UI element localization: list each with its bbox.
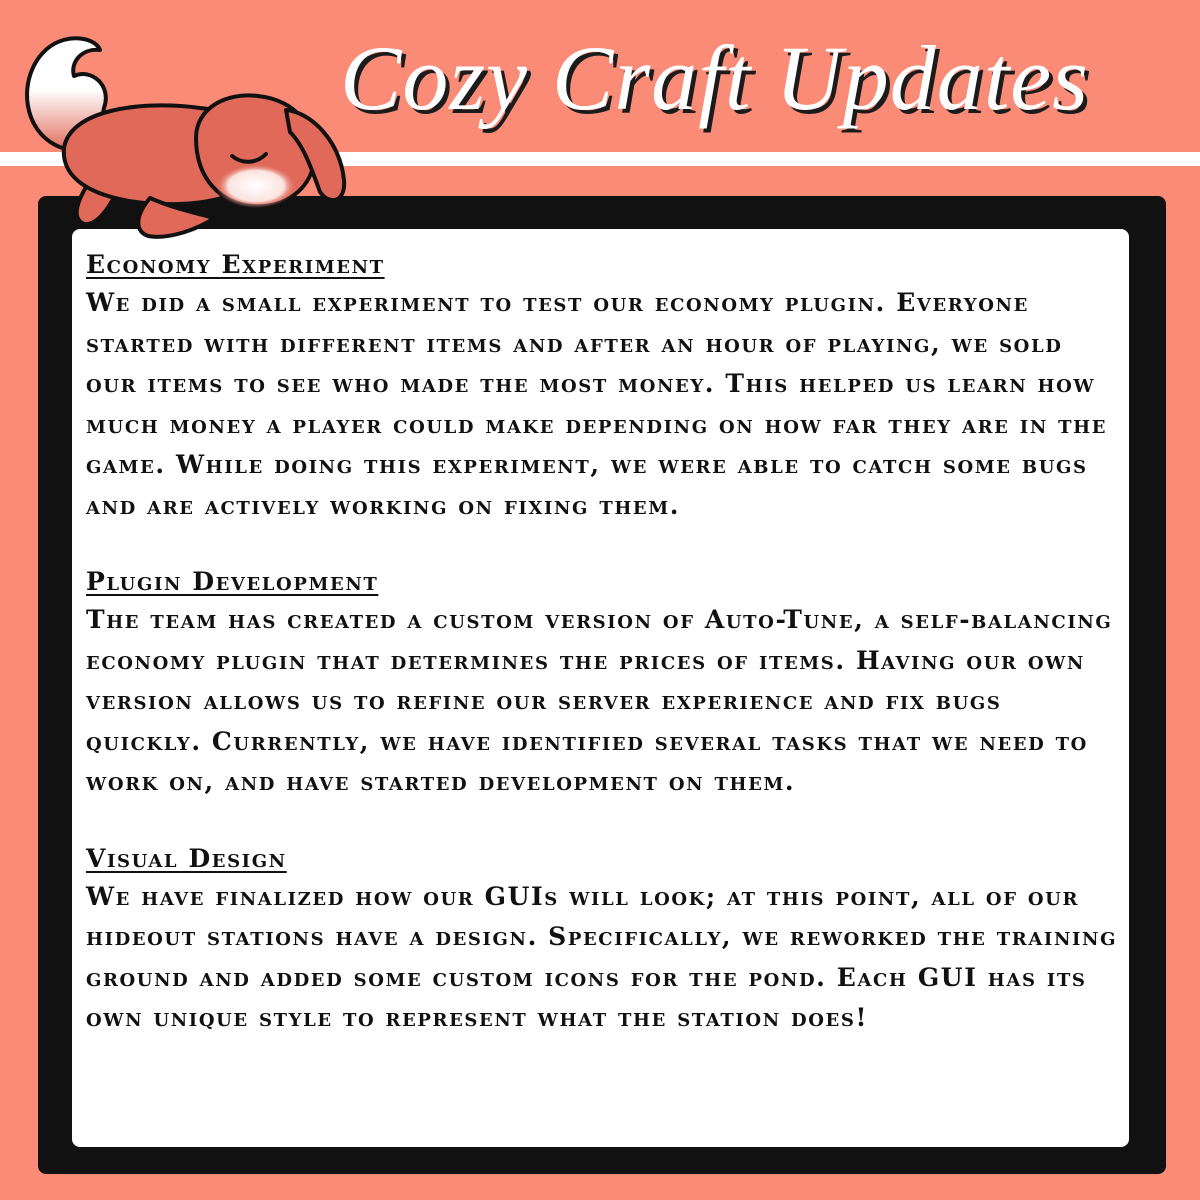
page-title: Cozy Craft Updates bbox=[340, 27, 1089, 129]
section-plugin-development bbox=[86, 564, 1119, 803]
content-panel bbox=[72, 229, 1129, 1147]
section-heading: Visual Design bbox=[86, 843, 287, 873]
section-body: The team has created a custom version of Auto-Tune, a self-balancing economy plugin that determines the prices of items. Having our own version allows us to refine our server experience and fix bugs quickly. Currently, we have identified several tasks that we need to work on, and have started development on them. bbox=[86, 605, 1113, 796]
section-economy-experiment bbox=[86, 247, 1119, 526]
section-heading: Plugin Development bbox=[86, 567, 379, 596]
section-heading: Economy Experiment bbox=[86, 250, 385, 279]
sleeping-fox-icon bbox=[0, 30, 360, 250]
section-body: We have finalized how our GUIs will look; at this point, all of our hideout stations have a design. Specifically, we reworked the training ground and added some custom icons for the pond. Each GUI has its own unique style to represent what the station does! bbox=[86, 881, 1118, 1032]
section-visual-design bbox=[86, 841, 1119, 1039]
section-body: We did a small experiment to test our economy plugin. Everyone started with different items and after an hour of playing, we sold our items to see who made the most money. This helped us learn how much money a player could make depending on how far they are in the game. While doing this experiment, we were able to catch some bugs and are actively working on fixing them. bbox=[86, 288, 1108, 520]
